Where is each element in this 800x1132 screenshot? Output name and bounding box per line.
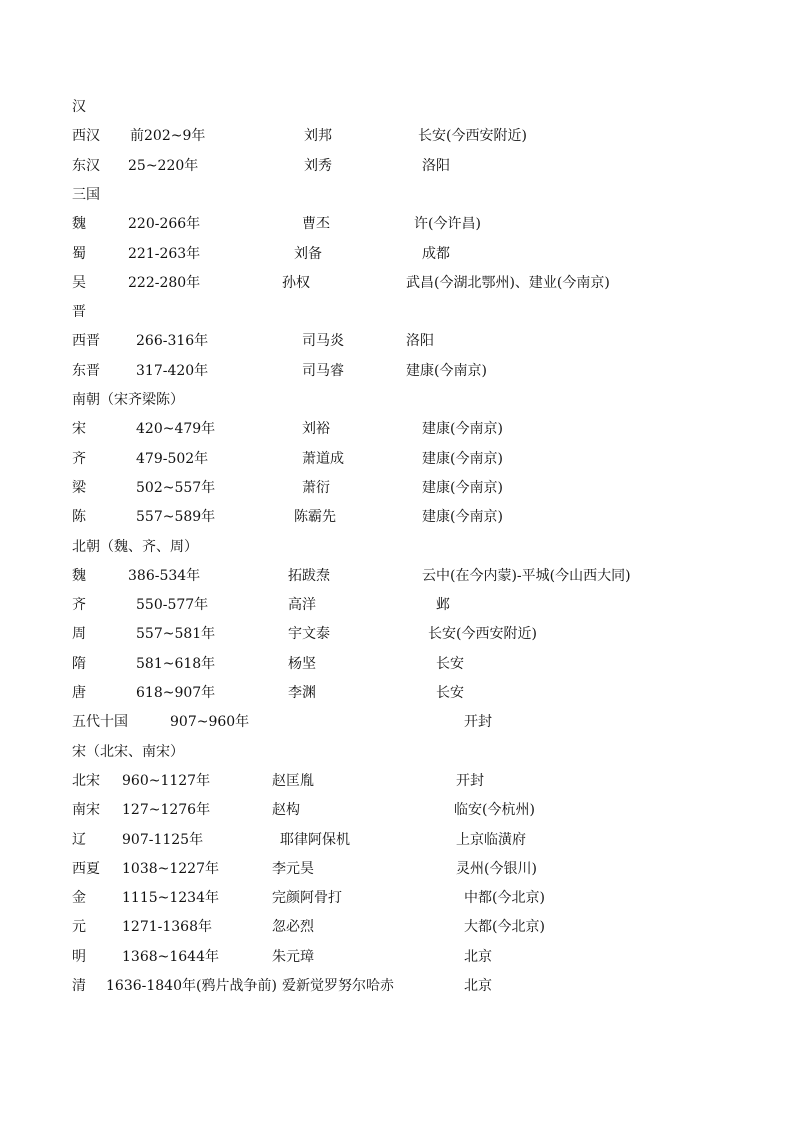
dynasty-founder: 爱新觉罗努尔哈赤 — [282, 978, 394, 994]
dynasty-name: 周 — [72, 626, 86, 643]
dynasty-name: 齐 — [72, 597, 86, 614]
dynasty-capital: 建康(今南京) — [422, 479, 503, 496]
dynasty-period: 907~960年 — [170, 714, 250, 731]
dynasty-name: 隋 — [72, 655, 86, 672]
dynasty-period: 1636-1840年(鸦片战争前) — [106, 978, 277, 994]
dynasty-period: 386-534年 — [128, 567, 201, 584]
dynasty-founder: 李渊 — [288, 685, 316, 701]
dynasty-capital: 长安 — [436, 655, 464, 672]
section-heading: 晋 — [72, 304, 86, 321]
dynasty-founder: 忽必烈 — [272, 919, 314, 936]
dynasty-row — [72, 975, 772, 997]
dynasty-period: 479-502年 — [136, 450, 209, 467]
dynasty-period: 618~907年 — [136, 685, 216, 701]
dynasty-period: 221-263年 — [128, 245, 201, 262]
dynasty-row — [72, 623, 772, 645]
dynasty-period: 420~479年 — [136, 421, 216, 438]
dynasty-name: 辽 — [72, 831, 86, 848]
dynasty-capital: 建康(今南京) — [422, 509, 503, 526]
dynasty-name: 南宋 — [72, 802, 100, 819]
dynasty-capital: 灵州(今银川) — [456, 860, 537, 877]
dynasty-founder: 朱元璋 — [272, 948, 314, 965]
dynasty-period: 266-316年 — [136, 333, 209, 350]
dynasty-row — [72, 477, 772, 499]
dynasty-row — [72, 711, 772, 733]
dynasty-capital: 开封 — [464, 714, 492, 731]
dynasty-name: 金 — [72, 890, 86, 907]
dynasty-founder: 完颜阿骨打 — [272, 890, 342, 907]
dynasty-name: 西晋 — [72, 333, 100, 350]
dynasty-period: 317-420年 — [136, 362, 209, 379]
dynasty-name: 五代十国 — [72, 714, 128, 731]
dynasty-founder: 赵构 — [272, 802, 300, 819]
dynasty-row — [72, 155, 772, 177]
dynasty-period: 1368~1644年 — [122, 948, 219, 965]
dynasty-name: 魏 — [72, 216, 86, 233]
dynasty-row — [72, 799, 772, 821]
dynasty-row — [72, 653, 772, 675]
section-heading: 北朝（魏、齐、周） — [72, 538, 198, 555]
dynasty-name: 吴 — [72, 274, 86, 291]
dynasty-founder: 刘裕 — [302, 421, 330, 438]
dynasty-name: 唐 — [72, 685, 86, 701]
dynasty-row — [72, 243, 772, 265]
dynasty-capital: 中都(今北京) — [464, 890, 545, 907]
dynasty-capital: 北京 — [464, 948, 492, 965]
dynasty-capital: 长安(今西安附近) — [418, 128, 527, 145]
dynasty-period: 前202~9年 — [130, 128, 206, 145]
dynasty-founder: 拓跋焘 — [288, 567, 330, 584]
dynasty-founder: 司马炎 — [302, 333, 344, 350]
dynasty-name: 陈 — [72, 509, 86, 526]
dynasty-row — [72, 448, 772, 470]
dynasty-row — [72, 770, 772, 792]
dynasty-name: 清 — [72, 978, 86, 994]
dynasty-period: 1115~1234年 — [122, 890, 219, 907]
dynasty-period: 1038~1227年 — [122, 860, 219, 877]
dynasty-row — [72, 887, 772, 909]
dynasty-capital: 洛阳 — [406, 333, 434, 350]
dynasty-name: 西汉 — [72, 128, 100, 145]
dynasty-founder: 宇文泰 — [288, 626, 330, 643]
dynasty-founder: 刘备 — [294, 245, 322, 262]
dynasty-founder: 高洋 — [288, 597, 316, 614]
dynasty-founder: 曹丕 — [302, 216, 330, 233]
dynasty-period: 581~618年 — [136, 655, 216, 672]
dynasty-capital: 临安(今杭州) — [454, 802, 535, 819]
dynasty-period: 127~1276年 — [122, 802, 211, 819]
dynasty-name: 明 — [72, 948, 86, 965]
section-heading: 南朝（宋齐梁陈） — [72, 392, 184, 408]
dynasty-row — [72, 682, 772, 704]
dynasty-row — [72, 916, 772, 938]
dynasty-capital: 成都 — [422, 245, 450, 262]
dynasty-period: 557~589年 — [136, 509, 216, 526]
dynasty-row — [72, 330, 772, 352]
dynasty-period: 907-1125年 — [122, 831, 204, 848]
dynasty-capital: 许(今许昌) — [414, 216, 481, 233]
dynasty-name: 齐 — [72, 450, 86, 467]
dynasty-capital: 云中(在今内蒙)-平城(今山西大同) — [422, 567, 631, 584]
dynasty-row — [72, 565, 772, 587]
dynasty-capital: 建康(今南京) — [422, 450, 503, 467]
dynasty-row — [72, 213, 772, 235]
dynasty-name: 魏 — [72, 567, 86, 584]
dynasty-period: 220-266年 — [128, 216, 201, 233]
dynasty-capital: 开封 — [456, 772, 484, 789]
dynasty-founder: 刘邦 — [304, 128, 332, 145]
dynasty-capital: 北京 — [464, 978, 492, 994]
dynasty-name: 宋 — [72, 421, 86, 438]
dynasty-founder: 萧道成 — [302, 450, 344, 467]
dynasty-row — [72, 506, 772, 528]
dynasty-name: 元 — [72, 919, 86, 936]
dynasty-name: 东晋 — [72, 362, 100, 379]
dynasty-capital: 洛阳 — [422, 157, 450, 174]
dynasty-name: 东汉 — [72, 157, 100, 174]
dynasty-row — [72, 829, 772, 851]
dynasty-row — [72, 858, 772, 880]
dynasty-capital: 上京临潢府 — [456, 831, 526, 848]
dynasty-row — [72, 360, 772, 382]
dynasty-founder: 萧衍 — [302, 479, 330, 496]
dynasty-capital: 大都(今北京) — [464, 919, 545, 936]
dynasty-founder: 赵匡胤 — [272, 772, 314, 789]
dynasty-row — [72, 125, 772, 147]
dynasty-name: 西夏 — [72, 860, 100, 877]
dynasty-row — [72, 418, 772, 440]
dynasty-period: 222-280年 — [128, 274, 201, 291]
dynasty-founder: 陈霸先 — [294, 509, 336, 526]
dynasty-period: 557~581年 — [136, 626, 216, 643]
dynasty-name: 梁 — [72, 479, 86, 496]
section-heading: 汉 — [72, 99, 86, 115]
dynasty-capital: 建康(今南京) — [406, 362, 487, 379]
dynasty-capital: 武昌(今湖北鄂州)、建业(今南京) — [406, 274, 610, 291]
dynasty-capital: 长安(今西安附近) — [428, 626, 537, 643]
dynasty-period: 1271-1368年 — [122, 919, 212, 936]
dynasty-period: 550-577年 — [136, 597, 209, 614]
dynasty-period: 960~1127年 — [122, 772, 211, 789]
dynasty-name: 蜀 — [72, 245, 86, 262]
dynasty-capital: 长安 — [436, 685, 464, 701]
dynasty-capital: 邺 — [436, 597, 450, 614]
dynasty-founder: 耶律阿保机 — [280, 831, 350, 848]
dynasty-row — [72, 946, 772, 968]
dynasty-founder: 司马睿 — [302, 362, 344, 379]
dynasty-period: 502~557年 — [136, 479, 216, 496]
dynasty-name: 北宋 — [72, 772, 100, 789]
dynasty-row — [72, 594, 772, 616]
dynasty-founder: 李元昊 — [272, 860, 314, 877]
dynasty-capital: 建康(今南京) — [422, 421, 503, 438]
dynasty-founder: 刘秀 — [304, 157, 332, 174]
dynasty-period: 25~220年 — [128, 157, 199, 174]
section-heading: 三国 — [72, 186, 100, 203]
section-heading: 宋（北宋、南宋） — [72, 743, 184, 760]
dynasty-founder: 杨坚 — [288, 655, 316, 672]
dynasty-row — [72, 272, 772, 294]
dynasty-founder: 孙权 — [282, 274, 310, 291]
